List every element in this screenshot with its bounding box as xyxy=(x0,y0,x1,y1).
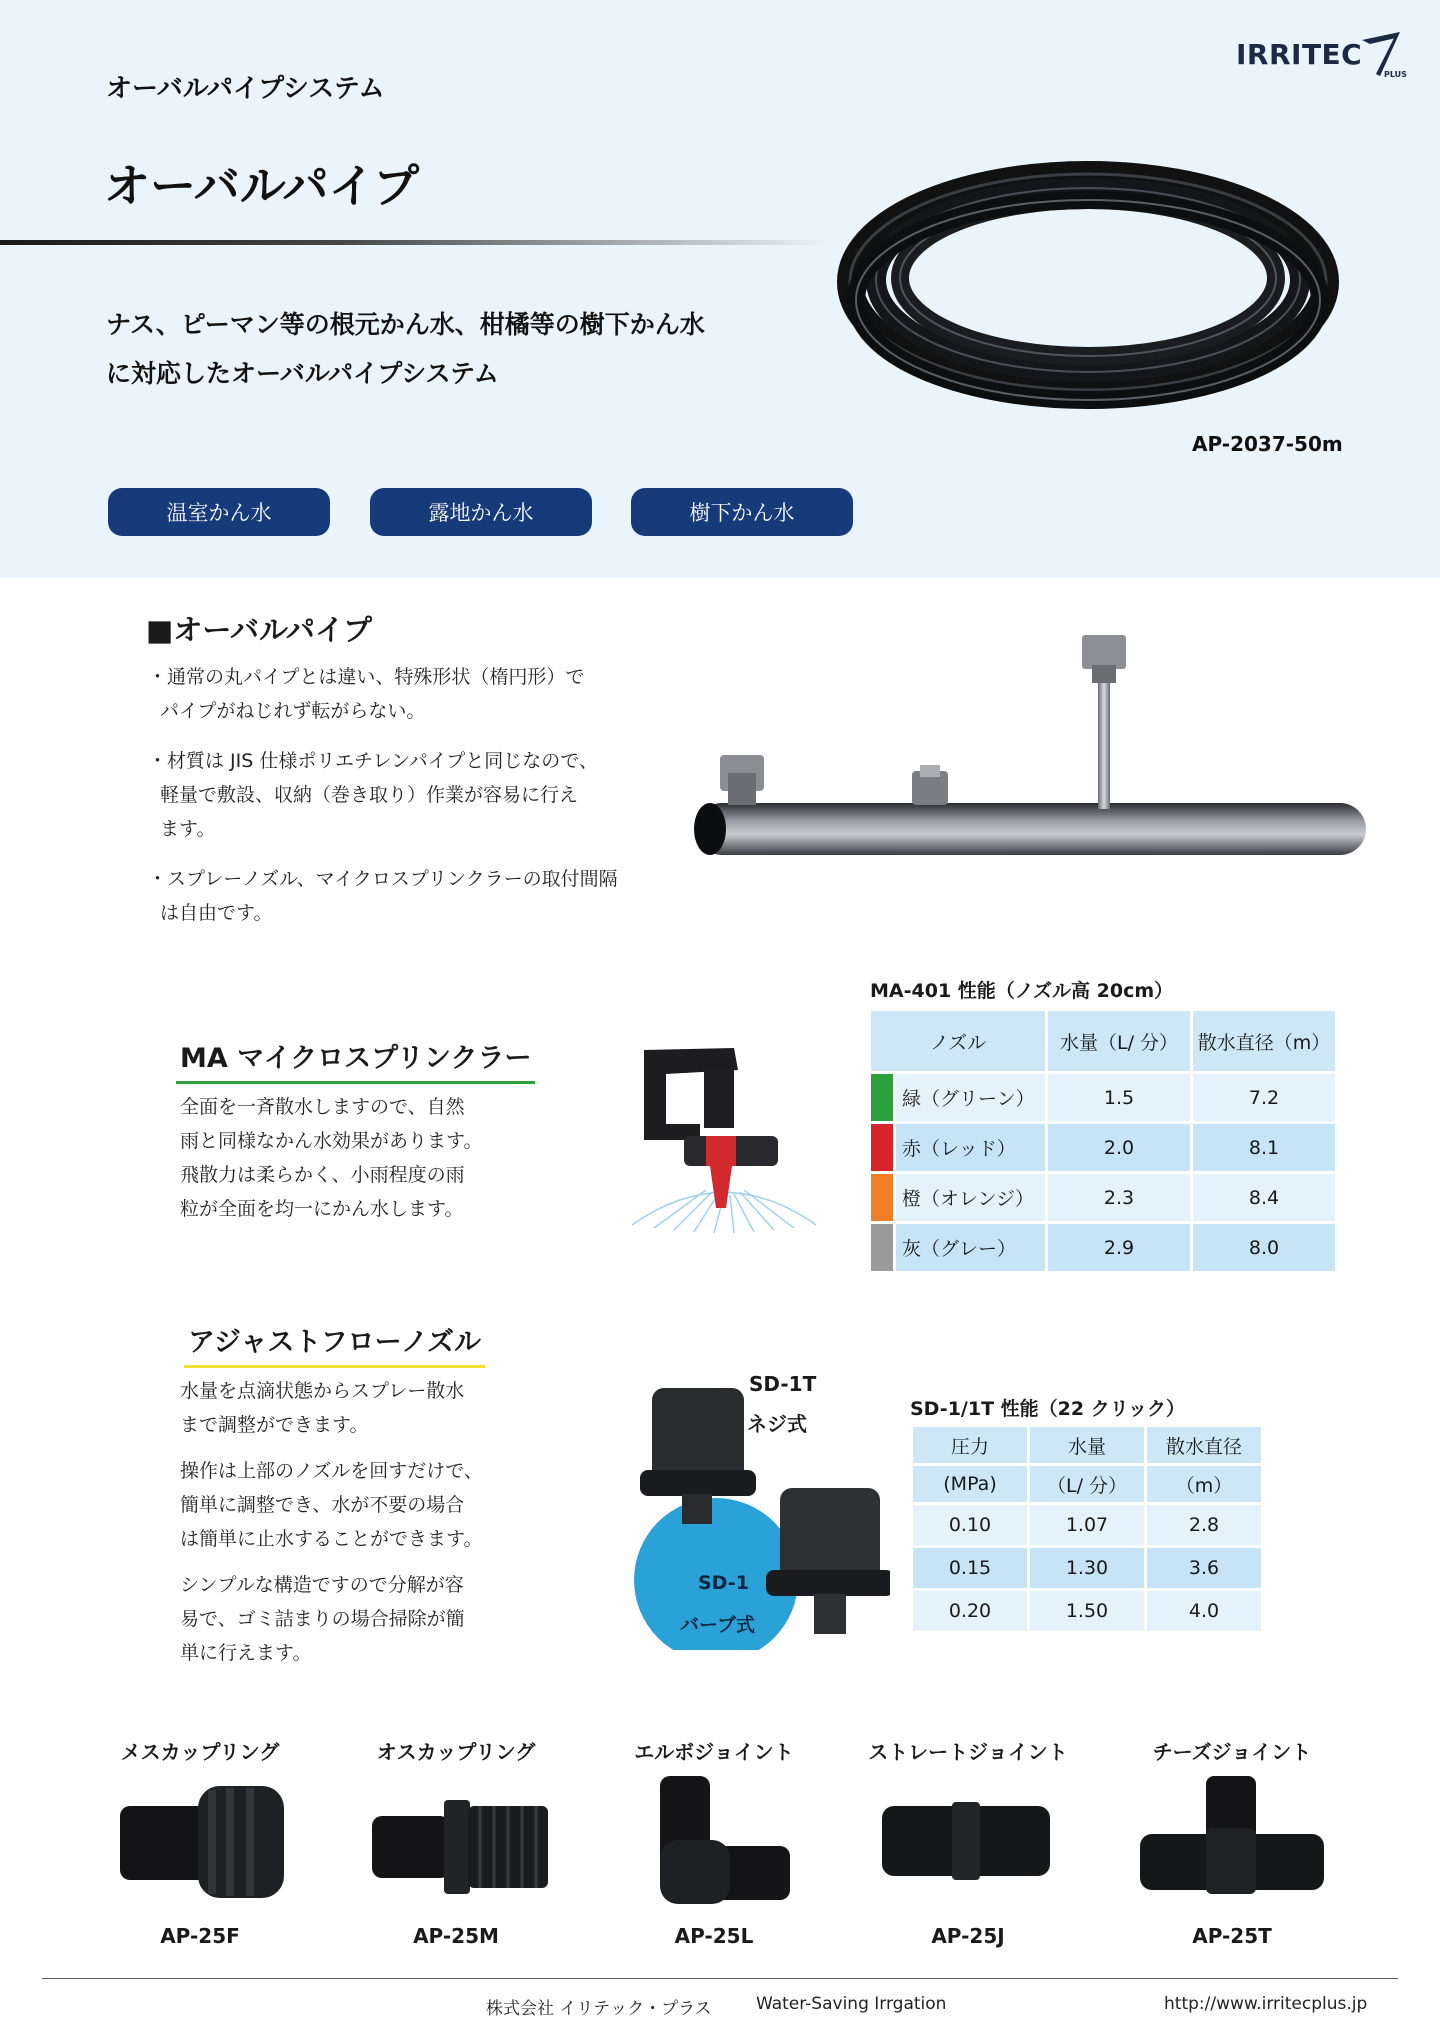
sd1t-label: SD-1T xyxy=(749,1372,817,1396)
adjust-description xyxy=(180,1374,483,1682)
flow-cell: 2.0 xyxy=(1048,1124,1190,1171)
adjust-paragraph xyxy=(180,1374,483,1442)
adjust-heading: アジャストフローノズル xyxy=(184,1320,485,1368)
header-flow-unit: （L/ 分） xyxy=(1030,1466,1144,1502)
table-row xyxy=(871,1174,1335,1221)
hero-description xyxy=(106,300,705,398)
fitting-name: メスカップリング xyxy=(120,1740,280,1764)
diameter-cell: 2.8 xyxy=(1147,1505,1261,1545)
adjust-line: 単に行えます。 xyxy=(180,1642,312,1664)
adjust-line: は簡単に止水することができます。 xyxy=(180,1528,483,1550)
diameter-cell: 3.6 xyxy=(1147,1548,1261,1588)
sd1-type-label: バーブ式 xyxy=(680,1614,756,1636)
oval-pipe-heading: ■オーバルパイプ xyxy=(146,613,373,647)
color-swatch-red xyxy=(871,1124,893,1171)
title-rule xyxy=(0,240,830,245)
ma-performance-table xyxy=(868,1008,1338,1274)
fitting-name: エルボジョイント xyxy=(634,1740,794,1764)
fitting-model: AP-25T xyxy=(1192,1924,1272,1948)
color-swatch-green xyxy=(871,1074,893,1121)
header-flow: 水量 xyxy=(1030,1427,1144,1463)
adjust-paragraph xyxy=(180,1454,483,1556)
ma-text-line: 雨と同様なかん水効果があります。 xyxy=(180,1130,483,1152)
header-diameter: 散水直径（m） xyxy=(1193,1011,1335,1071)
adjust-paragraph xyxy=(180,1568,483,1670)
footer-tagline: Water-Saving Irrgation xyxy=(756,1994,947,2014)
bullet-item xyxy=(148,862,638,930)
color-swatch-orange xyxy=(871,1174,893,1221)
table-row xyxy=(913,1548,1261,1588)
header-diameter-unit: （m） xyxy=(1147,1466,1261,1502)
fitting-name: ストレートジョイント xyxy=(868,1740,1068,1764)
irritec-logo xyxy=(1236,30,1416,80)
footer-rule xyxy=(42,1978,1398,1979)
fitting-name: チーズジョイント xyxy=(1152,1740,1312,1764)
micro-sprinkler-image xyxy=(614,1040,834,1240)
diameter-cell: 8.1 xyxy=(1193,1124,1335,1171)
female-coupling-image xyxy=(112,1776,292,1906)
description-line: に対応したオーバルパイプシステム xyxy=(106,359,499,388)
table-row xyxy=(871,1124,1335,1171)
sd1-label: SD-1 xyxy=(698,1572,749,1594)
ma-text-line: 全面を一斉散水しますので、自然 xyxy=(180,1096,465,1118)
nozzle-cell: 赤（レッド） xyxy=(896,1124,1045,1171)
table-header-row xyxy=(871,1011,1335,1071)
adjust-line: 易で、ゴミ詰まりの場合掃除が簡 xyxy=(180,1608,465,1630)
logo-sub: PLUS xyxy=(1384,70,1407,79)
adjust-line: 操作は上部のノズルを回すだけで、 xyxy=(180,1460,483,1482)
header-pressure-unit: (MPa) xyxy=(913,1466,1027,1502)
tee-joint-image xyxy=(1134,1770,1330,1900)
description-line: ナス、ピーマン等の根元かん水、柑橘等の樹下かん水 xyxy=(106,310,705,339)
ma-text-line: 粒が全面を均一にかん水します。 xyxy=(180,1198,464,1220)
diameter-cell: 4.0 xyxy=(1147,1591,1261,1631)
adjust-line: まで調整ができます。 xyxy=(180,1414,369,1436)
nozzle-cell: 橙（オレンジ） xyxy=(896,1174,1045,1221)
bullet-line: ・通常の丸パイプとは違い、特殊形状（楕円形）で xyxy=(148,666,585,688)
flow-cell: 1.5 xyxy=(1048,1074,1190,1121)
adjust-line: シンプルな構造ですので分解が容 xyxy=(180,1574,464,1596)
oval-pipe-assembly-image xyxy=(680,625,1380,865)
footer-company: 株式会社 イリテック・プラス xyxy=(486,1999,712,2019)
ma-heading: MA マイクロスプリンクラー xyxy=(176,1036,535,1084)
tag-open-field: 露地かん水 xyxy=(370,488,592,536)
ma-description xyxy=(180,1090,482,1226)
bullet-line: ます。 xyxy=(160,818,216,840)
sd-performance-table xyxy=(910,1424,1264,1634)
table-row xyxy=(913,1591,1261,1631)
table-header-unit-row xyxy=(913,1466,1261,1502)
straight-joint-image xyxy=(876,1796,1056,1886)
header-pressure: 圧力 xyxy=(913,1427,1027,1463)
flow-cell: 1.50 xyxy=(1030,1591,1144,1631)
table-row xyxy=(871,1074,1335,1121)
pressure-cell: 0.10 xyxy=(913,1505,1027,1545)
coiled-pipe-image xyxy=(826,150,1346,430)
diameter-cell: 8.0 xyxy=(1193,1224,1335,1271)
flow-cell: 1.07 xyxy=(1030,1505,1144,1545)
diameter-cell: 8.4 xyxy=(1193,1174,1335,1221)
nozzle-cell: 緑（グリーン） xyxy=(896,1074,1045,1121)
bullet-item xyxy=(148,660,638,728)
fitting-model: AP-25J xyxy=(931,1924,1005,1948)
bullet-line: ・材質は JIS 仕様ポリエチレンパイプと同じなので、 xyxy=(148,750,598,772)
tag-under-tree: 樹下かん水 xyxy=(631,488,853,536)
fitting-name: オスカップリング xyxy=(376,1740,536,1764)
flow-cell: 1.30 xyxy=(1030,1548,1144,1588)
page-subtitle: オーバルパイプシステム xyxy=(106,74,385,104)
logo-text: IRRITEC xyxy=(1236,38,1363,71)
table-row xyxy=(913,1505,1261,1545)
tag-greenhouse: 温室かん水 xyxy=(108,488,330,536)
color-swatch-gray xyxy=(871,1224,893,1271)
bullet-line: は自由です。 xyxy=(160,902,273,924)
fitting-model: AP-25F xyxy=(160,1924,240,1948)
sd-table-caption: SD-1/1T 性能（22 クリック） xyxy=(910,1398,1185,1420)
header-flow: 水量（L/ 分） xyxy=(1048,1011,1190,1071)
oval-pipe-bullets xyxy=(148,660,638,946)
flow-cell: 2.3 xyxy=(1048,1174,1190,1221)
adjust-line: 簡単に調整でき、水が不要の場合 xyxy=(180,1494,465,1516)
fitting-model: AP-25L xyxy=(674,1924,754,1948)
pressure-cell: 0.20 xyxy=(913,1591,1027,1631)
ma-table-caption: MA-401 性能（ノズル高 20cm） xyxy=(870,980,1174,1002)
elbow-joint-image xyxy=(640,1770,800,1910)
sd1t-type-label: ネジ式 xyxy=(747,1412,807,1436)
table-header-row xyxy=(913,1427,1261,1463)
bullet-line: 軽量で敷設、収納（巻き取り）作業が容易に行え xyxy=(160,784,579,806)
bullet-line: ・スプレーノズル、マイクロスプリンクラーの取付間隔 xyxy=(148,868,618,890)
pressure-cell: 0.15 xyxy=(913,1548,1027,1588)
ma-text-line: 飛散力は柔らかく、小雨程度の雨 xyxy=(180,1164,465,1186)
flow-cell: 2.9 xyxy=(1048,1224,1190,1271)
diameter-cell: 7.2 xyxy=(1193,1074,1335,1121)
male-coupling-image xyxy=(364,1792,554,1902)
header-diameter: 散水直径 xyxy=(1147,1427,1261,1463)
adjust-line: 水量を点滴状態からスプレー散水 xyxy=(180,1380,465,1402)
page-title: オーバルパイプ xyxy=(104,159,420,213)
footer-url[interactable]: http://www.irritecplus.jp xyxy=(1164,1994,1368,2014)
nozzle-cell: 灰（グレー） xyxy=(896,1224,1045,1271)
bullet-line: パイプがねじれず転がらない。 xyxy=(160,700,426,722)
bullet-item xyxy=(148,744,638,846)
table-row xyxy=(871,1224,1335,1271)
product-model: AP-2037-50m xyxy=(1192,432,1343,456)
fitting-model: AP-25M xyxy=(413,1924,499,1948)
header-nozzle: ノズル xyxy=(871,1011,1045,1071)
